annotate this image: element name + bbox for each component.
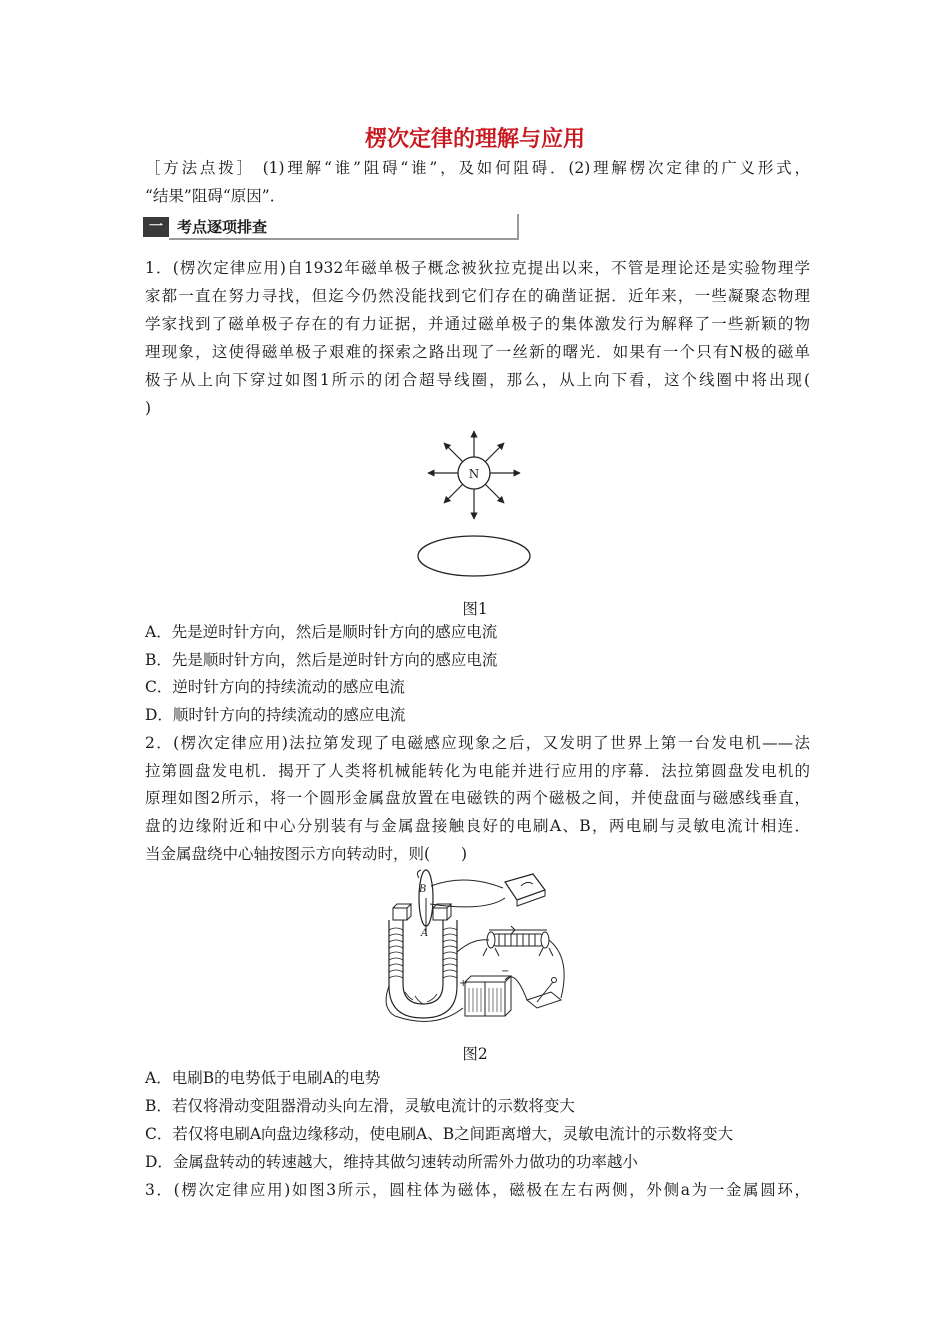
superconducting-coil [418, 536, 530, 576]
monopole-label: N [468, 467, 480, 481]
q1-line-5: 极子从上向下穿过如图1所示的闭合超导线圈，那么，从上向下看，这个线圈中将出现( [145, 371, 810, 389]
q2-line-3: 原理如图2所示，将一个圆形金属盘放置在电磁铁的两个磁极之间，并使盘面与磁感线垂直， [145, 789, 810, 807]
q2-line-5: 当金属盘绕中心轴按图示方向转动时，则( ) [145, 845, 468, 863]
q1-option-b: B．先是顺时针方向，然后是逆时针方向的感应电流 [145, 651, 498, 669]
q1-option-c: C．逆时针方向的持续流动的感应电流 [145, 678, 405, 696]
q3-line-1: 3．(楞次定律应用)如图3所示，圆柱体为磁体，磁极在左右两侧，外侧a为一金属圆环， [145, 1181, 810, 1199]
section-number: 一 [143, 217, 169, 237]
q2-line-2: 拉第圆盘发电机．揭开了人类将机械能转化为电能并进行应用的序幕．法拉第圆盘发电机的 [145, 762, 810, 780]
q2-option-a: A．电刷B的电势低于电刷A的电势 [145, 1069, 381, 1087]
q1-line-3: 学家找到了磁单极子存在的有力证据，并通过磁单极子的集体激发行为解释了一些新颖的物 [145, 315, 810, 333]
figure-1-caption: 图1 [462, 600, 488, 618]
section-corner [517, 214, 519, 240]
brush-b-label: B [419, 884, 427, 895]
battery-plus-label: + [459, 978, 468, 989]
q1-option-a: A．先是逆时针方向，然后是顺时针方向的感应电流 [145, 623, 498, 641]
battery-minus-label: − [501, 966, 510, 977]
q2-option-c: C．若仅将电刷A向盘边缘移动，使电刷A、B之间距离增大，灵敏电流计的示数将变大 [145, 1125, 734, 1143]
q2-option-b: B．若仅将滑动变阻器滑动头向左滑，灵敏电流计的示数将变大 [145, 1097, 575, 1115]
q2-option-d: D．金属盘转动的转速越大，维持其做匀速转动所需外力做功的功率越小 [145, 1153, 638, 1171]
figure-2-caption: 图2 [462, 1045, 488, 1063]
q1-option-d: D．顺时针方向的持续流动的感应电流 [145, 706, 406, 724]
figure-1-monopole [408, 425, 544, 585]
q1-line-6: ) [145, 399, 152, 417]
section-label: 考点逐项排查 [177, 218, 268, 236]
q1-line-4: 理现象，这使得磁单极子艰难的探索之路出现了一丝新的曙光．如果有一个只有N极的磁单 [145, 343, 810, 361]
page-title: 楞次定律的理解与应用 [364, 127, 585, 152]
brush-a-label: A [421, 928, 429, 939]
section-underline [169, 238, 519, 240]
method-tip-line-1: ［方法点拨］ (1)理解“谁”阻碍“谁”，及如何阻碍．(2)理解楞次定律的广义形式， [145, 159, 810, 177]
q2-line-4: 盘的边缘附近和中心分别装有与金属盘接触良好的电刷A、B，两电刷与灵敏电流计相连． [145, 817, 810, 835]
q1-line-1: 1．(楞次定律应用)自1932年磁单极子概念被狄拉克提出以来，不管是理论还是实验物理学 [145, 259, 810, 277]
section-header [143, 214, 519, 240]
q2-line-1: 2．(楞次定律应用)法拉第发现了电磁感应现象之后，又发明了世界上第一台发电机——法 [145, 734, 810, 752]
figure-2-disc-generator [375, 868, 580, 1030]
q1-line-2: 家都一直在努力寻找，但迄今仍然没能找到它们存在的确凿证据．近年来，一些凝聚态物理 [145, 287, 810, 305]
method-tip-line-2: “结果”阻碍“原因”． [145, 187, 286, 205]
